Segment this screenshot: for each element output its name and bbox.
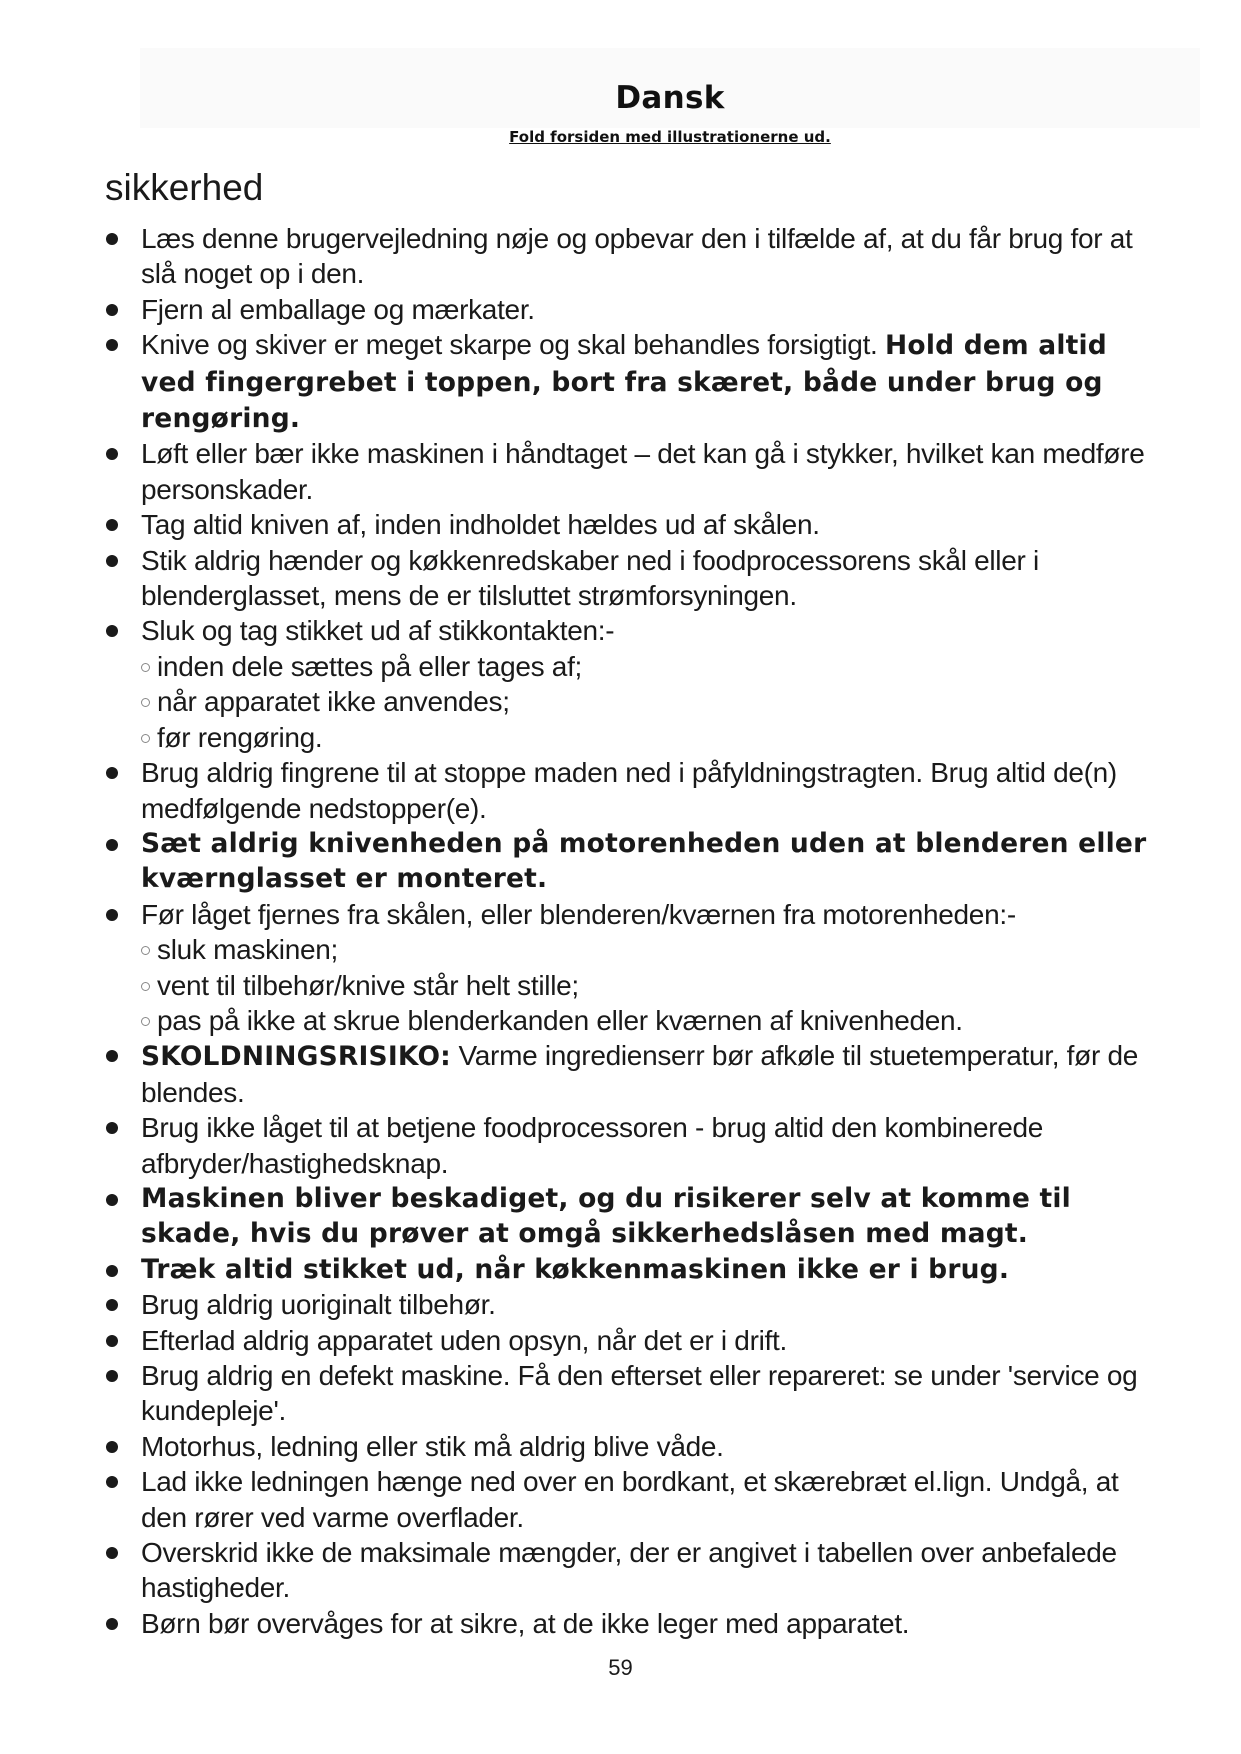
list-item: Overskrid ikke de maksimale mængder, der er angivet i tabellen over anbefalede hastigheder. <box>100 1535 1150 1606</box>
sub-item: sluk maskinen; <box>141 932 1150 967</box>
sub-item: vent til tilbehør/knive står helt stille; <box>141 968 1150 1003</box>
circle-bullet-icon <box>141 1017 150 1026</box>
page-number: 59 <box>608 1655 633 1680</box>
list-item: Knive og skiver er meget skarpe og skal behandles forsigtigt. Hold dem altid ved fingergrebet i toppen, bort fra skæret, både under brug og rengøring. <box>100 327 1150 436</box>
sub-item: pas på ikke at skrue blenderkanden eller kværnen af knivenheden. <box>141 1003 1150 1038</box>
bullet-icon <box>106 625 118 637</box>
bullet-icon <box>106 233 118 245</box>
safety-list <box>100 221 1150 1641</box>
list-item: Brug aldrig fingrene til at stoppe maden ned i påfyldningstragten. Brug altid de(n) medfølgende nedstopper(e). <box>100 755 1150 826</box>
list-item: Før låget fjernes fra skålen, eller blenderen/kværnen fra motorenheden:- sluk maskinen; vent til tilbehør/knive står helt stille; pas på ikke at skrue blenderkanden eller kværnen af knivenheden. <box>100 897 1150 1039</box>
bullet-icon <box>106 1476 118 1488</box>
list-item: Fjern al emballage og mærkater. <box>100 292 1150 327</box>
bullet-icon <box>106 1547 118 1559</box>
list-item: SKOLDNINGSRISIKO: Varme ingredienserr bør afkøle til stuetemperatur, før de blendes. <box>100 1038 1150 1110</box>
list-item: Sluk og tag stikket ud af stikkontakten:- inden dele sættes på eller tages af; når apparatet ikke anvendes; før rengøring. <box>100 613 1150 755</box>
circle-bullet-icon <box>141 982 150 991</box>
list-item: Lad ikke ledningen hænge ned over en bordkant, et skærebræt el.lign. Undgå, at den rører ved varme overflader. <box>100 1464 1150 1535</box>
section-title: sikkerhed <box>105 167 264 208</box>
bullet-icon <box>106 339 118 351</box>
bold-text: Hold dem altid ved fingergrebet i toppen, bort fra skæret, både under brug og rengøring. <box>141 330 1107 435</box>
bullet-icon <box>106 1370 118 1382</box>
list-item: Maskinen bliver beskadiget, og du risikerer selv at komme til skade, hvis du prøver at omgå sikkerhedslåsen med magt. <box>100 1181 1150 1252</box>
bullet-icon <box>106 448 118 460</box>
bullet-icon <box>106 1265 118 1277</box>
list-item: Brug aldrig uoriginalt tilbehør. <box>100 1287 1150 1322</box>
list-item: Motorhus, ledning eller stik må aldrig blive våde. <box>100 1429 1150 1464</box>
bullet-icon <box>106 909 118 921</box>
list-item: Sæt aldrig knivenheden på motorenheden uden at blenderen eller kværnglasset er monteret. <box>100 826 1150 897</box>
circle-bullet-icon <box>141 663 150 672</box>
bullet-icon <box>106 1441 118 1453</box>
page-subtitle: Fold forsiden med illustrationerne ud. <box>509 128 831 146</box>
list-item: Brug aldrig en defekt maskine. Få den efterset eller repareret: se under 'service og kundepleje'. <box>100 1358 1150 1429</box>
list-item: Træk altid stikket ud, når køkkenmaskinen ikke er i brug. <box>100 1252 1150 1287</box>
bullet-icon <box>106 1335 118 1347</box>
circle-bullet-icon <box>141 734 150 743</box>
bullet-icon <box>106 519 118 531</box>
list-item: Stik aldrig hænder og køkkenredskaber ned i foodprocessorens skål eller i blenderglasset, mens de er tilsluttet strømforsyningen. <box>100 543 1150 614</box>
list-item: Efterlad aldrig apparatet uden opsyn, når det er i drift. <box>100 1323 1150 1358</box>
bullet-icon <box>106 767 118 779</box>
list-item: Brug ikke låget til at betjene foodprocessoren - brug altid den kombinerede afbryder/hastighedsknap. <box>100 1110 1150 1181</box>
sub-item: inden dele sættes på eller tages af; <box>141 649 1150 684</box>
page-title: Dansk <box>615 80 725 116</box>
list-item: Løft eller bær ikke maskinen i håndtaget – det kan gå i stykker, hvilket kan medføre personskader. <box>100 436 1150 507</box>
bullet-icon <box>106 839 118 851</box>
circle-bullet-icon <box>141 946 150 955</box>
bullet-icon <box>106 1122 118 1134</box>
list-item: Børn bør overvåges for at sikre, at de ikke leger med apparatet. <box>100 1606 1150 1641</box>
bullet-icon <box>106 1194 118 1206</box>
bullet-icon <box>106 304 118 316</box>
header <box>140 48 1200 146</box>
circle-bullet-icon <box>141 698 150 707</box>
warning-label: SKOLDNINGSRISIKO: <box>141 1041 451 1073</box>
bullet-icon <box>106 1618 118 1630</box>
bullet-icon <box>106 1299 118 1311</box>
list-item: Tag altid kniven af, inden indholdet hældes ud af skålen. <box>100 507 1150 542</box>
sub-item: før rengøring. <box>141 720 1150 755</box>
bullet-icon <box>106 1050 118 1062</box>
bullet-icon <box>106 555 118 567</box>
sub-item: når apparatet ikke anvendes; <box>141 684 1150 719</box>
list-item: Læs denne brugervejledning nøje og opbevar den i tilfælde af, at du får brug for at slå noget op i den. <box>100 221 1150 292</box>
